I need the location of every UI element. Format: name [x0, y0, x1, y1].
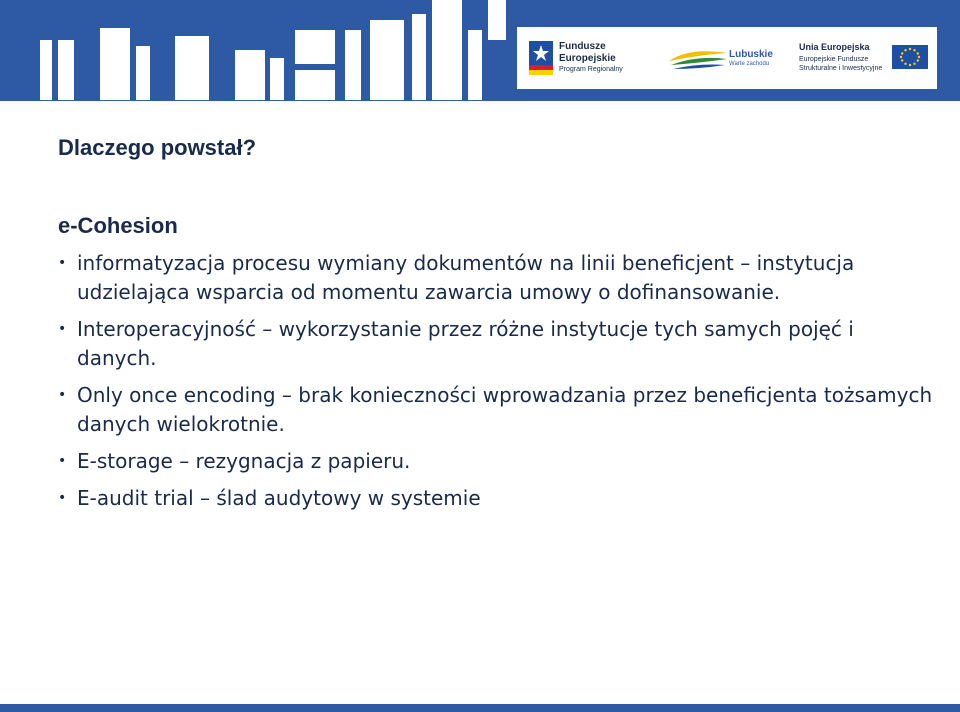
fe-line3: Program Regionalny	[559, 66, 623, 73]
bullet-item: • Interoperacyjność – wykorzystanie przez różne instytucje tych samych pojęć i danych.	[58, 315, 938, 373]
footer-bar	[0, 704, 960, 712]
slide-subtitle: e-Cohesion	[58, 213, 178, 238]
fe-line1: Fundusze	[559, 41, 606, 52]
logo-strip	[517, 27, 937, 89]
header-decor-square	[295, 30, 335, 64]
header-decor-square	[270, 58, 284, 100]
header-decor-square	[40, 40, 52, 100]
header-decor-square	[235, 50, 265, 100]
header-decor-square	[432, 0, 462, 100]
header-decor-square	[468, 30, 482, 100]
ue-line3: Strukturalne i Inwestycyjne	[799, 65, 883, 72]
fe-line2: Europejskie	[559, 53, 616, 64]
lubuskie-logo	[669, 35, 779, 81]
header-band	[0, 0, 960, 101]
slide-title: Dlaczego powstał?	[58, 135, 257, 160]
header-decor-square	[488, 0, 506, 40]
header-decor-square	[58, 40, 74, 100]
unia-europejska-logo	[799, 35, 929, 81]
header-decor-square	[100, 28, 130, 100]
header-decor-square	[175, 36, 209, 100]
bullet-item: • informatyzacja procesu wymiany dokumentów na linii beneficjent – instytucja udzielająca wsparcia od momentu zawarcia umowy o dofinansowanie.	[58, 249, 938, 307]
bullet-item: • Only once encoding – brak konieczności wprowadzania przez beneficjenta tożsamych danych wielokrotnie.	[58, 381, 938, 439]
lubuskie-name: Lubuskie	[729, 49, 773, 60]
fundusze-europejskie-logo	[527, 35, 647, 81]
header-decor-square	[295, 70, 335, 100]
header-decor-square	[136, 46, 150, 100]
ue-line2: Europejskie Fundusze	[799, 56, 869, 63]
header-decor-square	[412, 14, 426, 100]
eu-flag-icon	[892, 45, 928, 69]
bullet-item: • E-audit trial – ślad audytowy w systemie	[58, 484, 938, 513]
bullet-list	[58, 249, 938, 513]
lubuskie-tagline: Warte zachodu	[729, 61, 770, 67]
lubuskie-emblem-icon	[669, 47, 729, 73]
ue-line1: Unia Europejska	[799, 42, 870, 52]
slide-content	[58, 135, 938, 521]
fe-star-icon	[529, 41, 553, 75]
header-decor-square	[345, 30, 361, 100]
header-decor-square	[370, 20, 404, 100]
bullet-item: • E-storage – rezygnacja z papieru.	[58, 447, 938, 476]
